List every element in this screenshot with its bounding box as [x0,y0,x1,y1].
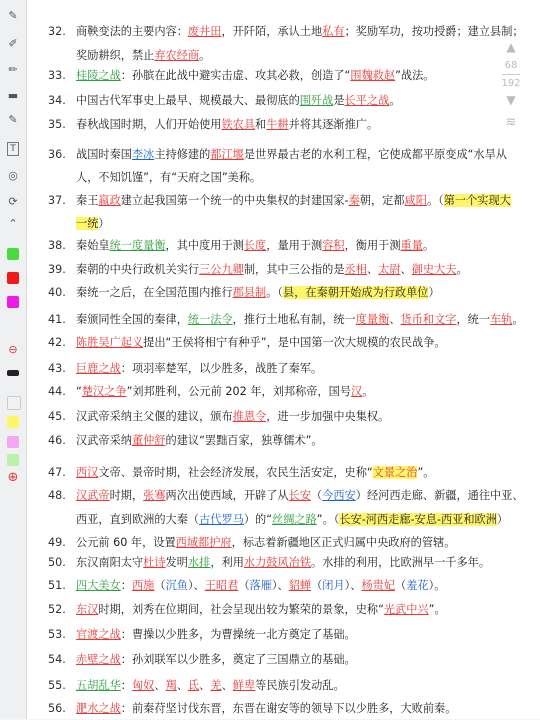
marked-term: 陈胜吴广起义 [76,336,144,349]
item-number: 40. [48,286,66,299]
text-run: ”战法。 [395,69,435,82]
text-run: 并将其逐渐推广。 [288,118,379,131]
marked-term: 四大美女 [76,579,121,592]
text-run: 公元前 60 年，设置 [76,536,176,549]
text-run: ：孙刘联军以少胜多，奠定了三国鼎立的基础。 [120,653,356,666]
text-run: 汉武帝采纳 [76,434,132,447]
item-text [76,380,534,403]
note-item-continuation [48,212,534,235]
item-number: 37. [48,194,66,207]
marked-term: 羯 [165,679,177,692]
marked-term: 郡县制 [232,286,267,299]
pen-icon[interactable]: ✐ [8,37,18,50]
item-text [76,20,534,43]
marked-term: 李冰 [131,148,155,161]
text-run: 。 [362,385,374,398]
note-item [48,281,534,304]
item-number: 38. [48,239,66,252]
note-item [48,484,534,507]
text-run: 、 [400,263,412,276]
item-number: 53. [48,628,66,641]
marked-term: 淝水之战 [76,702,121,715]
item-text [76,405,534,428]
current-page: 68 [504,60,518,71]
marked-term: 落雁 [249,579,272,592]
text-run: 、 [199,679,211,692]
marked-term: 御史大夫 [411,263,457,276]
item-number: 56. [48,702,66,715]
text-run: ，其中度用于测 [165,239,244,252]
marked-term: 西域都护府 [175,536,232,549]
marked-term: 氐 [187,679,200,692]
marked-term: 都江堰 [210,148,244,161]
marked-term: 五胡乱华 [76,679,121,692]
text-run: ）的“ [243,513,273,526]
note-item [48,697,534,720]
marked-term: 货币和文字 [400,313,457,326]
marker-icon[interactable]: ✏ [8,63,18,76]
item-text [76,461,534,484]
marked-term: 弃农经商 [154,49,200,62]
page-up-icon[interactable]: ▲ [506,40,516,54]
page-down-icon[interactable]: ▼ [506,93,516,107]
note-item-continuation [48,508,534,531]
shapes-icon[interactable]: ◎ [8,169,18,182]
note-item [48,189,534,212]
item-number: 36. [48,148,66,161]
text-run: 。（ [426,194,444,207]
color-swatch-magenta[interactable] [7,296,19,308]
marked-term: 长度 [243,239,267,252]
text-run: （ [238,579,250,592]
marked-term: 文景之治 [372,466,418,479]
text-run: 、 [176,679,188,692]
marked-term: 咸阳 [404,194,427,207]
text-run: 是 [333,94,345,107]
text-run: ，进一步加强中央集权。 [266,410,390,423]
text-run: 是世界最古老的水利工程，它使成都平原变成“水旱从 [243,148,507,161]
item-text [76,113,534,136]
marked-term: 牛耕 [266,118,289,131]
note-item [48,405,534,428]
text-run: 秦王 [76,194,99,207]
marked-term: 太尉 [378,263,401,276]
lasso-icon[interactable]: ⟳ [8,195,18,208]
marked-term: 古代罗马 [199,513,244,526]
marked-term: 沉鱼 [165,579,188,592]
highlighter-icon[interactable]: ▬ [7,89,19,102]
text-run: 、 [389,313,401,326]
note-item [48,461,534,484]
text-run: “ [76,385,82,398]
marked-term: 杜诗 [143,556,166,569]
text-run: 春秋战国时期，人们开始使用 [76,118,222,131]
marked-term: 汉武帝 [76,489,110,502]
text-run: 时期， [109,489,144,502]
text-run: ）、 [344,579,362,592]
item-text [76,598,534,621]
item-text [76,648,534,671]
marked-term: 赤壁之战 [76,653,121,666]
marked-term: 县，在秦朝开始成为行政单位 [283,286,429,299]
text-run: ） [98,217,110,230]
thick-stroke-icon[interactable] [7,370,19,376]
note-item [48,429,534,452]
text-run: 中国古代军事史上最早、规模最大、最彻底的 [76,94,300,107]
text-run: （ [154,579,166,592]
chevron-up-icon[interactable]: ⌃ [8,217,18,230]
marked-term: 汉 [351,385,363,398]
text-run: ）经河西走廊、新疆，通往中亚、 [355,489,524,502]
text-run: 两次出使西域，开辟了从 [165,489,289,502]
text-run: 。水排的利用，比欧洲早一千多年。 [311,556,491,569]
item-text [76,234,534,257]
item-text [76,89,534,112]
text-run: 主持修建的 [154,148,211,161]
text-run: 。 [456,263,468,276]
item-text [76,64,534,87]
text-run: ：孙膑在此战中避实击虚、攻其必救，创造了“ [120,69,351,82]
marked-term: 嬴政 [98,194,121,207]
marked-term: 羞花 [406,579,429,592]
text-run: 东汉南阳太守 [76,556,144,569]
marked-term: 围魏救赵 [350,69,396,82]
item-text [76,357,534,380]
text-run: 秦朝的中央行政机关实行 [76,263,200,276]
marked-term: 光武中兴 [383,603,429,616]
text-run: 秦统一之后，在全国范围内推行 [76,286,233,299]
item-text [76,623,534,646]
color-swatch-pink[interactable] [7,436,19,448]
color-swatch-green[interactable] [7,248,19,260]
layers-icon[interactable]: ≋ [505,115,517,130]
item-text [76,166,534,189]
note-item [48,234,534,257]
text-run: ：项羽率楚军，以少胜多，战胜了秦军。 [120,362,323,375]
text-run: 时期，刘秀在位期间，社会呈现出较为繁荣的景象，史称“ [98,603,384,616]
text-icon[interactable]: T [7,142,19,156]
note-item [48,89,534,112]
item-number: 47. [48,466,66,479]
text-run: ，推行土地私有制，统一 [232,313,356,326]
marked-term: 西汉 [76,466,99,479]
marked-term: 三公九卿 [199,263,244,276]
marked-term: 第一个实现大 [443,194,511,207]
marked-term: 闭月 [322,579,345,592]
marked-term: 容积 [322,239,345,252]
marked-term: 铁农具 [221,118,256,131]
note-item-continuation [48,166,534,189]
total-pages: 192 [501,78,521,89]
marked-term: 羌 [210,679,222,692]
text-run: （ [395,579,407,592]
marked-term: 东汉 [76,603,99,616]
text-run: ，统一 [456,313,491,326]
marked-term: 匈奴 [131,679,155,692]
text-run: 奖励耕织，禁止 [76,49,155,62]
color-swatch-red[interactable] [7,272,19,284]
item-text [76,697,534,720]
item-number: 46. [48,434,66,447]
item-number: 39. [48,263,66,276]
marked-term: 长安-河西走廊-安息-西亚和欧洲 [339,513,497,526]
text-run: ”。（ [316,513,340,526]
text-run: ，标志着新疆地区正式归属中央政府的管辖。 [231,536,456,549]
text-run: 商鞅变法的主要内容： [76,25,188,38]
note-item [48,598,534,621]
text-run: 、 [366,263,379,276]
text-run: 。（ [266,286,283,299]
eraser-icon[interactable]: ✎ [8,9,18,22]
color-swatch-yellow[interactable] [7,416,19,428]
item-number: 42. [48,336,66,349]
text-run: 秦颁同性全国的秦律， [76,313,188,326]
text-run: ） [428,286,440,299]
text-run: （ [311,489,323,502]
item-text [76,212,534,235]
note-item [48,20,534,43]
text-run: ，量用于测 [266,239,323,252]
marked-term: 西施 [131,579,155,592]
text-run: ：曹操以少胜多，为曹操统一北方奠定了基础。 [120,628,356,641]
marked-term: 长安 [288,489,312,502]
item-number: 50. [48,556,66,569]
marked-term: 统一度量衡 [109,239,166,252]
item-number: 45. [48,410,66,423]
marked-term: 水力鼓风冶铁 [243,556,312,569]
note-item [48,674,534,697]
item-text [76,143,534,166]
color-swatch-white[interactable] [7,396,21,410]
item-text [76,674,534,697]
text-run: ）、 [187,579,205,592]
item-text [76,551,534,574]
stroke-red-icon[interactable]: ⊖ [8,343,18,356]
marked-term: 王昭君 [204,579,239,592]
item-number: 54. [48,653,66,666]
item-text [76,484,534,507]
text-run: ： [120,579,132,592]
item-text [76,308,534,331]
marked-term: 鲜卑 [232,679,256,692]
text-run: ，利用 [210,556,244,569]
note-item [48,308,534,331]
add-color-icon[interactable]: ⊕ [7,470,19,485]
note-item [48,331,534,354]
text-run: 发明 [165,556,188,569]
text-run: 汉武帝采纳主父偃的建议，颁布 [76,410,233,423]
note-item [48,113,534,136]
text-run: 。 [422,239,435,252]
marked-term: 推恩令 [232,410,267,423]
text-run: ）。 [428,579,446,592]
marked-term: 丞相 [344,263,367,276]
item-text [76,429,534,452]
marked-term: 度量衡 [355,313,390,326]
marked-term: 巨鹿之战 [76,362,121,375]
marked-term: 重量 [400,239,423,252]
marked-term: 水排 [187,556,211,569]
marked-term: 楚汉之争 [81,385,127,398]
text-run: ： [120,679,132,692]
marked-term: 长平之战 [344,94,390,107]
text-run: ）、 [271,579,289,592]
text-run: 、 [154,679,166,692]
marked-term: 丝绸之路 [272,513,317,526]
text-run: （ [311,579,323,592]
marked-term: 官渡之战 [76,628,121,641]
marked-term: 张骞 [143,489,166,502]
note-item [48,357,534,380]
note-item [48,623,534,646]
color-swatch-lightgreen[interactable] [7,454,19,466]
text-run: ”。 [428,603,446,616]
text-run: ，衡用于测 [344,239,401,252]
pencil-icon[interactable]: ✎ [8,113,18,126]
item-number: 44. [48,385,66,398]
item-text [76,189,534,212]
note-item [48,64,534,87]
note-item [48,143,534,166]
text-run: 。 [512,313,524,326]
item-text [76,331,534,354]
text-run: 。 [389,94,401,107]
text-run: ） [496,513,509,526]
marked-term: 车轨 [490,313,513,326]
note-item [48,648,534,671]
text-run: 、 [221,679,233,692]
note-item [48,258,534,281]
item-number: 41. [48,313,66,326]
item-number: 52. [48,603,66,616]
text-run: ；奖励军功，按功授爵；建立县制； [344,25,524,38]
item-number: 34. [48,94,66,107]
text-run: 朝，定都 [359,194,405,207]
text-run: 文帝、景帝时期，社会经济发展，农民生活安定，史称“ [98,466,373,479]
marked-term: 今西安 [322,489,356,502]
text-run: 。 [199,49,211,62]
marked-term: 废井田 [187,25,222,38]
thin-stroke-icon[interactable] [7,324,19,326]
note-item [48,380,534,403]
item-text [76,574,534,597]
text-run: ，开阡陌，承认土地 [221,25,323,38]
text-run: ”刘邦胜利，公元前 202 年，刘邦称帝，国号 [126,385,352,398]
text-run: 和 [255,118,267,131]
annotation-toolbar [0,0,27,719]
marked-term: 杨贵妃 [361,579,396,592]
marked-term: 貂蝉 [288,579,312,592]
text-run: 西亚，直到欧洲的大秦（ [76,513,200,526]
marked-term: 私有 [322,25,345,38]
text-run: 秦始皇 [76,239,110,252]
item-number: 32. [48,25,66,38]
text-run: 制，其中三公指的是 [243,263,345,276]
marked-term: 秦 [348,194,360,207]
text-run: ：前秦苻坚讨伐东晋，东晋在谢安等的领导下以少胜多，大败前秦。 [120,702,457,715]
text-run: 建立起我国第一个统一的中央集权的封建国家- [120,194,349,207]
item-text [76,281,534,304]
text-run: 的建议“罢黜百家，独尊儒术”。 [165,434,323,447]
item-number: 49. [48,536,66,549]
document-page [27,0,540,719]
text-run: 战国时秦国 [76,148,132,161]
marked-term: 围歼战 [299,94,334,107]
item-text [76,508,534,531]
text-run: 人，不知饥馑”，有“天府之国”美称。 [76,171,262,184]
marked-term: 统一法令 [187,313,233,326]
marked-term: 桂陵之战 [76,69,121,82]
item-number: 35. [48,118,66,131]
note-item [48,551,534,574]
marked-term: 董仲舒 [131,434,166,447]
marked-term: 一统 [76,217,99,230]
item-number: 48. [48,489,66,502]
text-run: ”。 [417,466,435,479]
item-number: 51. [48,579,66,592]
item-text [76,258,534,281]
text-run: 提出“王侯将相宁有种乎”，是中国第一次大规模的农民战争。 [143,336,446,349]
note-item [48,574,534,597]
item-number: 55. [48,679,66,692]
item-number: 43. [48,362,66,375]
item-number: 33. [48,69,66,82]
text-run: 等民族引发动乱。 [255,679,345,692]
